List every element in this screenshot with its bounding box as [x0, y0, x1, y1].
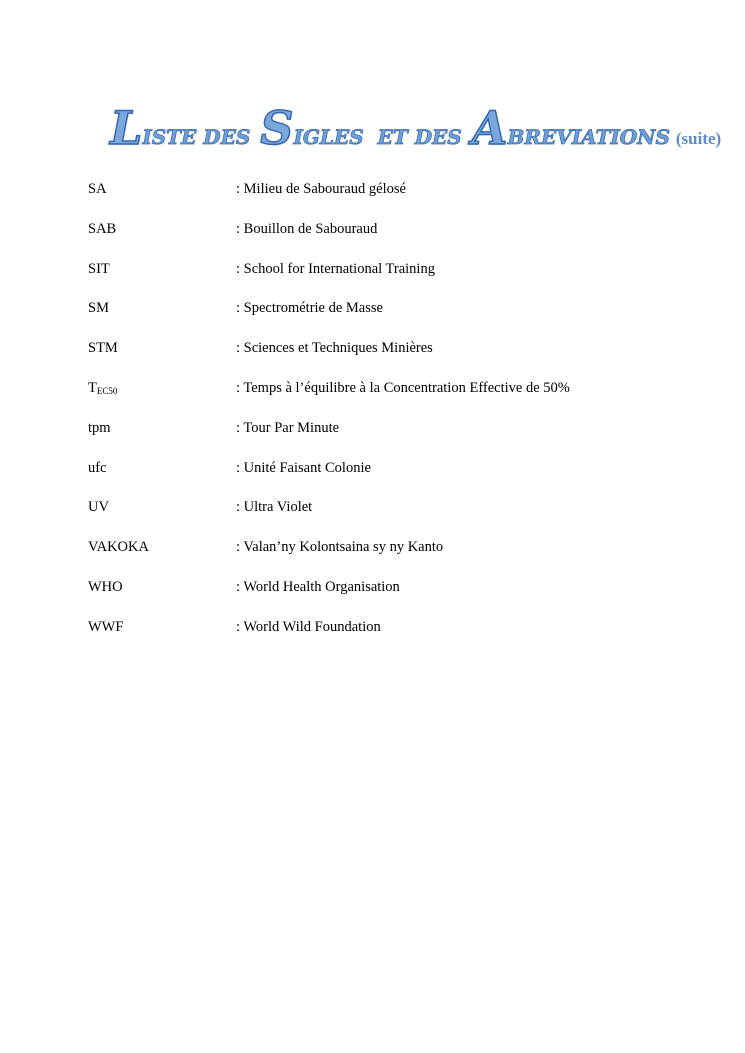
title-word-sigles-et-des: IGLES ET DES — [293, 125, 462, 149]
abbreviation-text: SA — [88, 181, 107, 197]
title-initial-s: S — [260, 101, 294, 155]
definition: : Tour Par Minute — [236, 419, 340, 436]
abbreviation — [88, 457, 236, 479]
title-initial-a: A — [471, 101, 508, 155]
abbreviation-list — [88, 178, 688, 656]
abbreviation-text: VAKOKA — [88, 539, 149, 556]
abbreviation-text: WWF — [88, 618, 124, 635]
abbreviation — [88, 576, 236, 598]
list-item — [88, 616, 688, 656]
list-item — [88, 377, 688, 417]
abbreviation — [88, 417, 236, 439]
abbreviation-text: UV — [88, 499, 109, 516]
list-item — [88, 576, 688, 616]
abbreviation — [88, 377, 236, 402]
abbreviation — [88, 536, 236, 558]
list-item — [88, 536, 688, 576]
definition: : Bouillon de Sabouraud — [236, 220, 378, 237]
title-word-abreviations: BREVIATIONS — [507, 125, 670, 149]
list-item — [88, 178, 688, 218]
abbreviation — [88, 616, 236, 638]
definition: : Sciences et Techniques Minières — [236, 340, 433, 357]
abbreviation-text: SAB — [88, 220, 117, 237]
definition: : World Health Organisation — [236, 578, 400, 595]
abbreviation-text: SM — [88, 300, 109, 317]
list-item — [88, 417, 688, 457]
abbreviation — [88, 178, 236, 200]
definition: : Ultra Violet — [236, 499, 313, 516]
definition: : Valan’ny Kolontsaina sy ny Kanto — [236, 539, 444, 556]
abbreviation-text: STM — [88, 340, 118, 357]
abbreviation — [88, 297, 236, 319]
list-item — [88, 337, 688, 377]
abbreviation — [88, 337, 236, 359]
definition: : Temps à l’équilibre à la Concentration Effective de 50% — [236, 379, 570, 396]
definition: : World Wild Foundation — [236, 618, 381, 635]
definition: : Spectrométrie de Masse — [236, 300, 383, 317]
abbreviation-text: ufc — [88, 459, 107, 476]
title-initial-l: L — [110, 101, 143, 155]
abbreviation — [88, 218, 236, 240]
page-title — [110, 100, 730, 156]
list-item — [88, 457, 688, 497]
definition: : Milieu de Sabouraud gélosé — [236, 181, 406, 197]
title-word-liste-des: ISTE DES — [142, 125, 251, 149]
list-item — [88, 297, 688, 337]
abbreviation-text: T — [88, 379, 97, 396]
abbreviation — [88, 496, 236, 518]
list-item — [88, 218, 688, 258]
abbreviation-text: SIT — [88, 260, 110, 277]
abbreviation-text: tpm — [88, 419, 111, 436]
abbreviation — [88, 258, 236, 280]
abbreviation-subscript: EC50 — [96, 385, 118, 396]
definition: : Unité Faisant Colonie — [236, 459, 371, 476]
definition: : School for International Training — [236, 260, 435, 277]
abbreviation-text: WHO — [88, 578, 123, 595]
list-item — [88, 258, 688, 298]
title-suffix: (suite) — [675, 129, 722, 148]
list-item — [88, 496, 688, 536]
